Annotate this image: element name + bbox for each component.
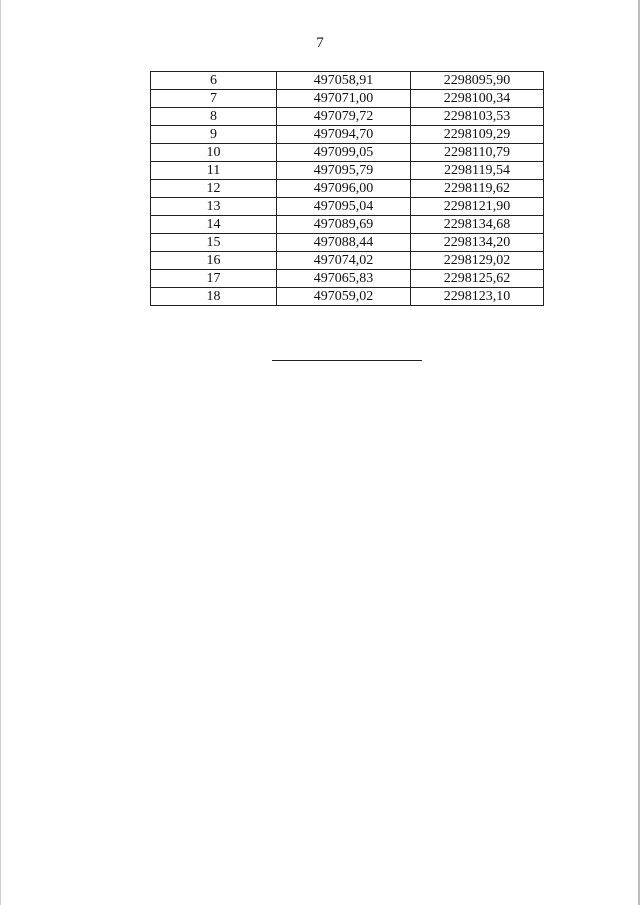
table-row <box>151 216 544 234</box>
y-coordinate-cell: 2298119,54 <box>411 162 544 180</box>
y-coordinate-cell: 2298129,02 <box>411 252 544 270</box>
y-coordinate-cell: 2298121,90 <box>411 198 544 216</box>
table-row <box>151 126 544 144</box>
y-coordinate-cell: 2298110,79 <box>411 144 544 162</box>
table-row <box>151 234 544 252</box>
table-row <box>151 72 544 90</box>
point-number-cell: 9 <box>151 126 277 144</box>
y-coordinate-cell: 2298125,62 <box>411 270 544 288</box>
x-coordinate-cell: 497074,02 <box>277 252 411 270</box>
table-row <box>151 108 544 126</box>
document-end-rule <box>272 360 422 361</box>
table-row <box>151 162 544 180</box>
y-coordinate-cell: 2298100,34 <box>411 90 544 108</box>
table-row <box>151 288 544 306</box>
scan-left-edge <box>0 0 1 905</box>
point-number-cell: 18 <box>151 288 277 306</box>
y-coordinate-cell: 2298134,68 <box>411 216 544 234</box>
point-number-cell: 6 <box>151 72 277 90</box>
y-coordinate-cell: 2298095,90 <box>411 72 544 90</box>
table-row <box>151 180 544 198</box>
point-number-cell: 17 <box>151 270 277 288</box>
point-number-cell: 13 <box>151 198 277 216</box>
x-coordinate-cell: 497095,79 <box>277 162 411 180</box>
point-number-cell: 11 <box>151 162 277 180</box>
x-coordinate-cell: 497058,91 <box>277 72 411 90</box>
page-number: 7 <box>316 35 324 51</box>
x-coordinate-cell: 497099,05 <box>277 144 411 162</box>
y-coordinate-cell: 2298109,29 <box>411 126 544 144</box>
point-number-cell: 10 <box>151 144 277 162</box>
x-coordinate-cell: 497096,00 <box>277 180 411 198</box>
y-coordinate-cell: 2298103,53 <box>411 108 544 126</box>
point-number-cell: 16 <box>151 252 277 270</box>
point-number-cell: 12 <box>151 180 277 198</box>
x-coordinate-cell: 497088,44 <box>277 234 411 252</box>
table-row <box>151 270 544 288</box>
x-coordinate-cell: 497095,04 <box>277 198 411 216</box>
table-row <box>151 198 544 216</box>
y-coordinate-cell: 2298123,10 <box>411 288 544 306</box>
x-coordinate-cell: 497079,72 <box>277 108 411 126</box>
table-row <box>151 144 544 162</box>
y-coordinate-cell: 2298119,62 <box>411 180 544 198</box>
table-row <box>151 90 544 108</box>
point-number-cell: 14 <box>151 216 277 234</box>
x-coordinate-cell: 497065,83 <box>277 270 411 288</box>
point-number-cell: 15 <box>151 234 277 252</box>
x-coordinate-cell: 497094,70 <box>277 126 411 144</box>
coordinates-table <box>150 71 544 306</box>
point-number-cell: 7 <box>151 90 277 108</box>
point-number-cell: 8 <box>151 108 277 126</box>
x-coordinate-cell: 497089,69 <box>277 216 411 234</box>
x-coordinate-cell: 497059,02 <box>277 288 411 306</box>
y-coordinate-cell: 2298134,20 <box>411 234 544 252</box>
table-row <box>151 252 544 270</box>
x-coordinate-cell: 497071,00 <box>277 90 411 108</box>
